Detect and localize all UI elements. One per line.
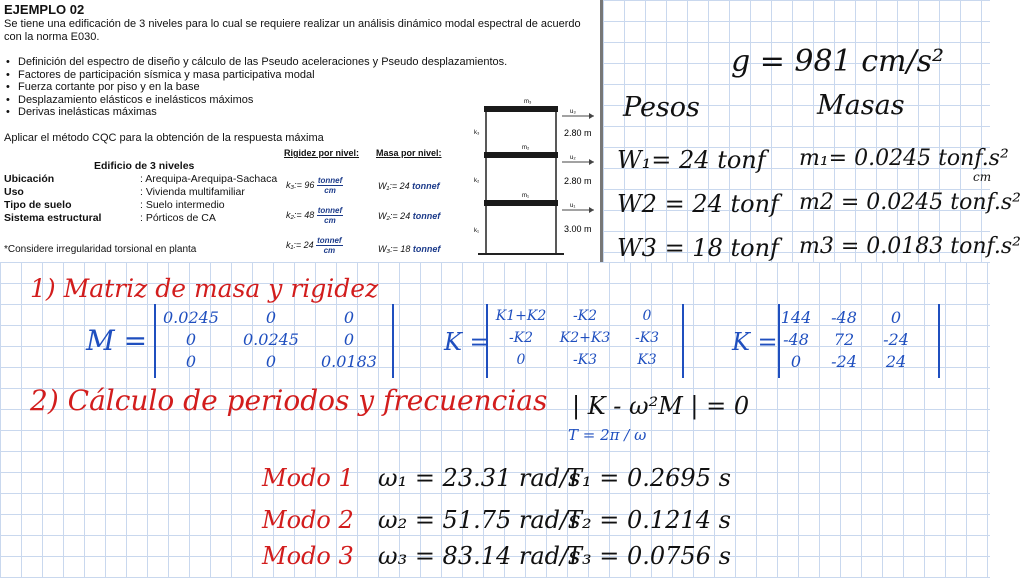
row-value: : Vivienda multifamiliar xyxy=(140,186,245,198)
k1-label: k₁ xyxy=(474,228,480,234)
matrix-cell: 0 xyxy=(343,330,355,349)
row-label: Uso xyxy=(4,186,24,198)
matrix-cell: 0 xyxy=(265,352,277,371)
w2-value: W₂:= 24 tonnef xyxy=(378,211,441,221)
problem-document xyxy=(0,0,600,268)
matrix-cell: K1+K2 xyxy=(495,308,547,324)
right-notes-panel xyxy=(603,0,1021,262)
matrix-cell: -K3 xyxy=(634,330,660,346)
w1-value: W₁:= 24 tonnef xyxy=(378,181,440,191)
matrix-cell: 0 xyxy=(642,308,652,324)
section-1-heading: 1) Matriz de masa y rigidez xyxy=(30,274,379,303)
stiffness-matrix-label: K = xyxy=(444,328,490,356)
h2-label: 2.80 m xyxy=(564,176,592,186)
list-item: • Factores de participación sísmica y masa participativa modal xyxy=(18,69,507,82)
mode-2-label: Modo 2 xyxy=(262,506,354,534)
frame-diagram xyxy=(466,92,598,262)
section-2-heading: 2) Cálculo de periodos y frecuencias xyxy=(30,384,548,417)
matrix-cell: -K2 xyxy=(508,330,534,346)
w3-value: W₃:= 18 tonnef xyxy=(378,244,441,254)
period-formula: T = 2π / ω xyxy=(568,426,647,444)
mode-1-frequency: ω₁ = 23.31 rad/s xyxy=(378,464,581,492)
matrix-cell: -K3 xyxy=(572,352,598,368)
matrix-cell: 0 xyxy=(343,308,355,327)
bottom-notes-panel xyxy=(0,262,990,578)
k3-value: k₃:= 96 $\frac{\text{tonnef}}{cm}$ xyxy=(286,176,343,195)
cqc-instruction: Aplicar el método CQC para la obtención de la respuesta máxima xyxy=(4,132,324,144)
m1-note: m₁= 0.0245 tonf.s² xyxy=(799,146,1009,171)
k3-label: k₃ xyxy=(474,130,480,136)
m3-label: m₃ xyxy=(524,99,532,105)
u3-label: u₃ xyxy=(570,109,576,115)
m2-note: m2 = 0.0245 tonf.s² xyxy=(799,190,1021,215)
h1-label: 3.00 m xyxy=(564,224,592,234)
building-title: Edificio de 3 niveles xyxy=(94,160,195,172)
torsion-note: *Considere irregularidad torsional en planta xyxy=(4,244,197,255)
unit-note: cm xyxy=(973,170,992,184)
masa-header: Masa por nivel: xyxy=(376,148,442,158)
mode-1-label: Modo 1 xyxy=(262,464,354,492)
matrix-cell: 0.0245 xyxy=(243,330,299,349)
pesos-heading: Pesos xyxy=(623,92,700,123)
matrix-cell: 0 xyxy=(790,352,802,371)
matrix-cell: 0.0245 xyxy=(163,308,219,327)
row-label: Sistema estructural xyxy=(4,212,102,224)
matrix-cell: 24 xyxy=(885,352,907,371)
list-item: • Fuerza cortante por piso y en la base xyxy=(18,81,507,94)
matrix-cell: 0 xyxy=(516,352,526,368)
row-label: Ubicación xyxy=(4,173,55,185)
matrix-cell: -24 xyxy=(831,352,857,371)
rigidez-header: Rigidez por nivel: xyxy=(284,148,360,158)
k1-value: k₁:= 24 $\frac{\text{tonnef}}{cm}$ xyxy=(286,236,342,255)
mass-matrix-label: M = xyxy=(86,324,148,357)
h3-label: 2.80 m xyxy=(564,128,592,138)
mode-2-period: T₂ = 0.1214 s xyxy=(566,506,731,534)
document-title: EJEMPLO 02 xyxy=(4,2,85,17)
matrix-cell: K3 xyxy=(637,352,657,368)
m2-label: m₂ xyxy=(522,145,530,151)
list-item: • Definición del espectro de diseño y cálculo de las Pseudo aceleraciones y Pseudo desplazamientos. xyxy=(18,56,507,69)
k2-value: k₂:= 48 $\frac{\text{tonnef}}{cm}$ xyxy=(286,206,343,225)
matrix-cell: 0 xyxy=(185,330,197,349)
mode-1-period: T₁ = 0.2695 s xyxy=(566,464,731,492)
m3-note: m3 = 0.0183 tonf.s² xyxy=(799,234,1021,259)
matrix-cell: 0 xyxy=(890,308,902,327)
characteristic-equation: | K - ω²M | = 0 xyxy=(572,392,750,420)
requirements-list xyxy=(4,56,507,119)
matrix-cell: -K2 xyxy=(572,308,598,324)
matrix-cell: -24 xyxy=(883,330,909,349)
matrix-cell: 72 xyxy=(833,330,855,349)
row-label: Tipo de suelo xyxy=(4,199,72,211)
gravity-value: g = 981 cm/s² xyxy=(731,44,944,79)
numeric-stiffness-label: K = xyxy=(732,328,778,356)
symbolic-stiffness-matrix xyxy=(486,304,684,378)
m1-label: m₁ xyxy=(522,193,530,199)
matrix-cell: 0 xyxy=(185,352,197,371)
w1-note: W₁= 24 tonf xyxy=(617,146,766,174)
u1-label: u₁ xyxy=(570,203,576,209)
mode-2-frequency: ω₂ = 51.75 rad/s xyxy=(378,506,581,534)
w3-note: W3 = 18 tonf xyxy=(617,234,779,262)
matrix-cell: 0.0183 xyxy=(321,352,377,371)
mode-3-period: T₃ = 0.0756 s xyxy=(566,542,731,570)
list-item: • Desplazamiento elásticos e inelásticos máximos xyxy=(18,94,507,107)
w2-note: W2 = 24 tonf xyxy=(617,190,779,218)
document-intro: Se tiene una edificación de 3 niveles para lo cual se requiere realizar un análisis dinámico modal espectral de acuerdo con la norma E030. xyxy=(4,18,581,43)
list-item: • Derivas inelásticas máximas xyxy=(18,106,507,119)
matrix-cell: -48 xyxy=(831,308,857,327)
k2-label: k₂ xyxy=(474,178,480,184)
masas-heading: Masas xyxy=(817,90,905,121)
numeric-stiffness-matrix xyxy=(778,304,940,378)
mode-3-frequency: ω₃ = 83.14 rad/s xyxy=(378,542,581,570)
mode-3-label: Modo 3 xyxy=(262,542,354,570)
matrix-cell: 144 xyxy=(780,308,812,327)
row-value: : Pórticos de CA xyxy=(140,212,216,224)
row-value: : Suelo intermedio xyxy=(140,199,225,211)
matrix-cell: K2+K3 xyxy=(559,330,611,346)
u2-label: u₂ xyxy=(570,155,576,161)
mass-matrix xyxy=(154,304,394,378)
matrix-cell: -48 xyxy=(783,330,809,349)
matrix-cell: 0 xyxy=(265,308,277,327)
row-value: : Arequipa-Arequipa-Sachaca xyxy=(140,173,278,185)
